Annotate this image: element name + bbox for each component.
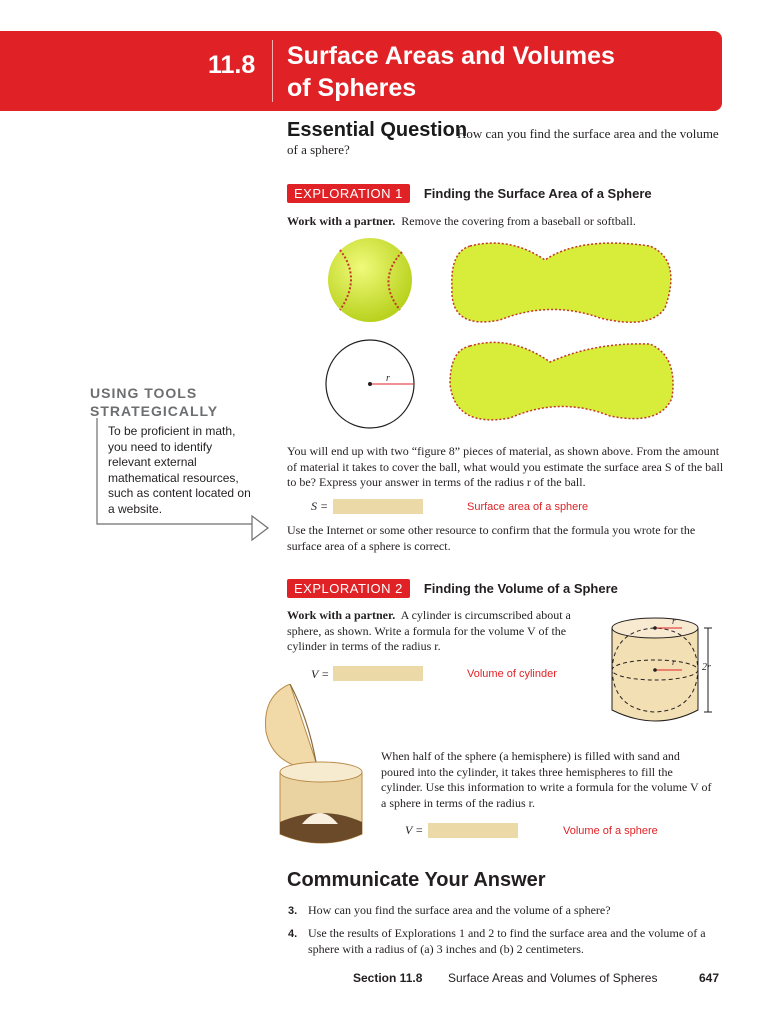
exploration2-heading bbox=[287, 580, 618, 598]
sidebar-text: To be proficient in math, you need to identify relevant external mathematical resources, such as content located on a website. bbox=[108, 424, 251, 516]
page-number: 647 bbox=[699, 971, 720, 985]
exploration2-intro-text: A cylinder is circumscribed about a sphere, as shown. Write a formula for the volume V of the cylinder in terms of the radius r. bbox=[287, 608, 571, 653]
sidebar-heading-line2: STRATEGICALLY bbox=[90, 403, 219, 419]
surface-area-caption: Surface area of a sphere bbox=[467, 501, 589, 513]
cylinder-radius-mid-label: r bbox=[672, 657, 676, 667]
exploration2-tag: EXPLORATION 2 bbox=[287, 579, 410, 598]
question-4 bbox=[288, 926, 738, 957]
essential-question-heading: Essential Question bbox=[287, 119, 468, 141]
question-3 bbox=[288, 903, 728, 919]
exploration1-intro-text: Remove the covering from a baseball or softball. bbox=[401, 214, 636, 228]
exploration1-paragraph1: You will end up with two “figure 8” pieces of material, as shown above. From the amount of material it takes to cover the ball, what would you estimate the surface area S of the ball to be? Express your answer in terms of the radius r of the ball. bbox=[287, 444, 724, 489]
sphere-volume-answer-box[interactable] bbox=[428, 823, 518, 838]
section-title bbox=[287, 40, 707, 104]
exploration2-intro-bold: Work with a partner. bbox=[287, 608, 396, 622]
hemisphere-pouring-illustration bbox=[262, 684, 372, 850]
exploration2-paragraph2: When half of the sphere (a hemisphere) is filled with sand and poured into the cylinder, it takes three hemispheres to fill the cylinder. Use this information to write a formula for the volume V of a sphere in terms of the radius r. bbox=[381, 749, 712, 810]
title-line-2: of Spheres bbox=[287, 74, 417, 102]
footer-section: Section 11.8 bbox=[353, 971, 423, 985]
figure8-piece-top bbox=[452, 243, 671, 322]
surface-area-answer-box[interactable] bbox=[333, 499, 423, 514]
exploration1-title: Finding the Surface Area of a Sphere bbox=[423, 186, 652, 201]
essential-question-text: How can you find the surface area and the volume of a sphere? bbox=[287, 126, 719, 157]
exploration1-intro-bold: Work with a partner. bbox=[287, 214, 396, 228]
cylinder-height-label: 2r bbox=[702, 662, 711, 673]
footer-title: Surface Areas and Volumes of Spheres bbox=[448, 971, 658, 985]
softball-illustration bbox=[310, 238, 690, 438]
section-number: 11.8 bbox=[208, 51, 256, 79]
question-3-number: 3. bbox=[288, 905, 298, 917]
communicate-heading: Communicate Your Answer bbox=[287, 869, 546, 891]
sidebar-heading-line1: USING TOOLS bbox=[90, 385, 198, 401]
exploration1-paragraph2: Use the Internet or some other resource to confirm that the formula you wrote for the surface area of a sphere is correct. bbox=[287, 523, 696, 553]
figure8-piece-bottom bbox=[450, 342, 673, 419]
exploration2-title: Finding the Volume of a Sphere bbox=[423, 581, 618, 596]
cylinder-volume-caption: Volume of cylinder bbox=[467, 668, 557, 680]
exploration1-tag: EXPLORATION 1 bbox=[287, 184, 410, 203]
sphere-volume-caption: Volume of a sphere bbox=[563, 825, 658, 837]
question-4-number: 4. bbox=[288, 928, 298, 940]
banner-divider bbox=[272, 40, 273, 102]
exploration1-intro bbox=[287, 214, 727, 230]
sphere-radius-diagram bbox=[326, 340, 414, 428]
title-line-1: Surface Areas and Volumes bbox=[287, 42, 615, 70]
cylinder-volume-label: V = bbox=[311, 667, 330, 681]
sidebar-heading bbox=[90, 384, 218, 420]
question-3-text: How can you find the surface area and the volume of a sphere? bbox=[308, 903, 611, 917]
sphere-volume-label: V = bbox=[405, 823, 424, 837]
cylinder-sphere-diagram bbox=[606, 608, 726, 738]
cylinder-radius-top-label: r bbox=[672, 616, 676, 626]
exploration2-intro bbox=[287, 608, 587, 655]
cylinder-volume-answer-box[interactable] bbox=[333, 666, 423, 681]
question-4-text: Use the results of Explorations 1 and 2 to find the surface area and the volume of a sphere with a radius of (a) 3 inches and (b) 2 centimeters. bbox=[308, 926, 706, 956]
softball bbox=[328, 238, 412, 322]
radius-label: r bbox=[386, 373, 390, 384]
surface-area-label: S = bbox=[311, 499, 329, 513]
exploration1-heading bbox=[287, 185, 652, 203]
